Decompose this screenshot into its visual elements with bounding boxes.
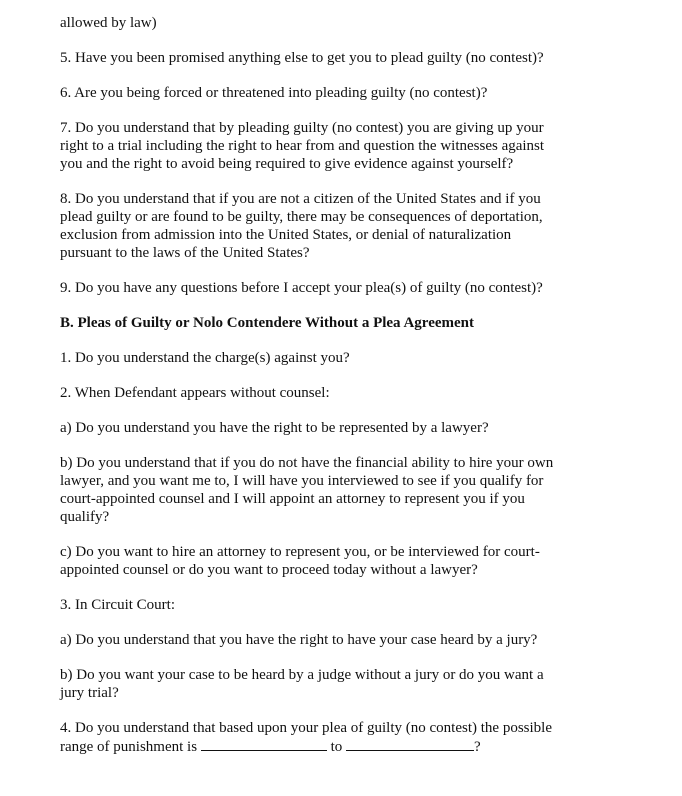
document-page (60, 14, 660, 773)
question-6: 6. Are you being forced or threatened into pleading guilty (no contest)? (60, 85, 488, 101)
question-5: 5. Have you been promised anything else to get you to plead guilty (no contest)? (60, 50, 544, 66)
section-b-question-2a: a) Do you understand you have the right to be represented by a lawyer? (60, 420, 489, 436)
section-b-question-4: 4. Do you understand that based upon your plea of guilty (no contest) the possible range of punishment is to ? (60, 720, 552, 755)
section-b-question-3: 3. In Circuit Court: (60, 597, 175, 613)
section-b-question-2c: c) Do you want to hire an attorney to represent you, or be interviewed for court- appointed counsel or do you want to proceed today without a lawyer? (60, 544, 540, 578)
section-b-question-1: 1. Do you understand the charge(s) against you? (60, 350, 350, 366)
continuation-text: allowed by law) (60, 15, 157, 31)
section-b-question-2: 2. When Defendant appears without counsel: (60, 385, 330, 401)
punishment-max-blank (346, 737, 474, 751)
question-9: 9. Do you have any questions before I accept your plea(s) of guilty (no contest)? (60, 280, 543, 296)
section-b-question-3a: a) Do you understand that you have the right to have your case heard by a jury? (60, 632, 538, 648)
punishment-min-blank (201, 737, 327, 751)
section-b-heading: B. Pleas of Guilty or Nolo Contendere Without a Plea Agreement (60, 315, 475, 331)
section-b-question-3b: b) Do you want your case to be heard by a judge without a jury or do you want a jury trial? (60, 667, 544, 701)
question-8: 8. Do you understand that if you are not a citizen of the United States and if you plead guilty or are found to be guilty, there may be consequences of deportation, exclusion from admission into the United States, or denial of naturalization pursuant to the laws of the United States? (60, 191, 543, 261)
question-7: 7. Do you understand that by pleading guilty (no contest) you are giving up your right to a trial including the right to hear from and question the witnesses against you and the right to avoid being required to give evidence against yourself? (60, 120, 545, 172)
section-b-question-2b: b) Do you understand that if you do not have the financial ability to hire your own lawyer, and you want me to, I will have you interviewed to see if you qualify for court-appointed counsel and I will appoint an attorney to represent you if you qualify? (60, 455, 554, 525)
